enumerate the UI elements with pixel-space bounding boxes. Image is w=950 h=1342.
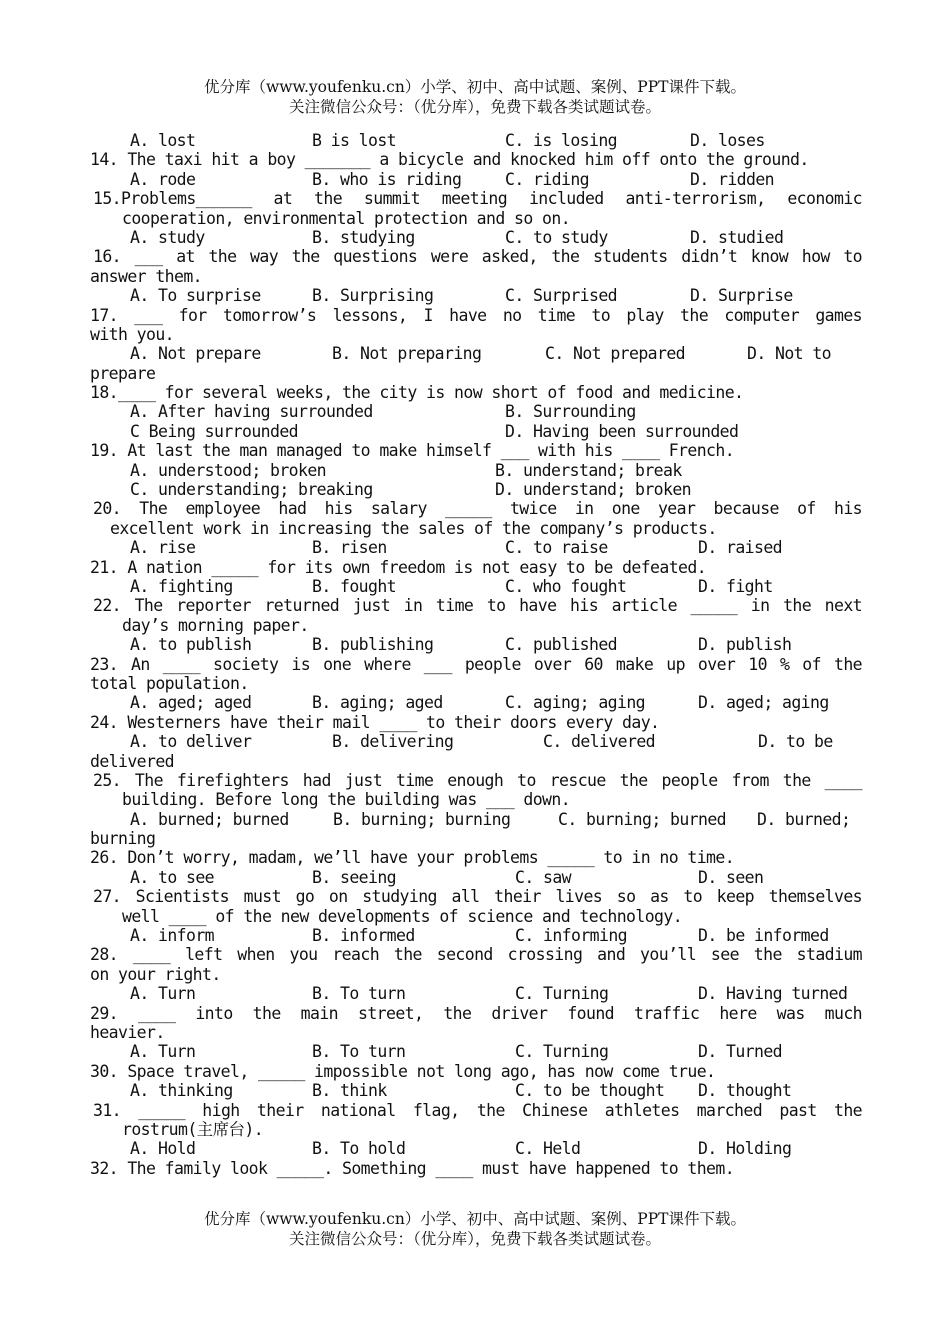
- option-a: A. To surprise: [130, 286, 261, 306]
- option-d: D. aged; aging: [698, 693, 829, 713]
- question-31-stem-cont: rostrum(主席台).: [122, 1119, 264, 1139]
- question-17-stem-cont: with you.: [90, 324, 175, 344]
- options-q29: [90, 1042, 862, 1061]
- option-a: A. inform: [130, 926, 215, 946]
- question-23-stem: 23. An ____ society is one where ___ people over 60 make up over 10 % of the: [90, 654, 862, 674]
- options-q30: [90, 1081, 862, 1100]
- option-b: B. Surrounding: [505, 402, 636, 422]
- option-d: D. publish: [698, 635, 792, 655]
- option-a: A. thinking: [130, 1081, 233, 1101]
- options-q24: [90, 732, 862, 751]
- question-22-stem: 22. The reporter returned just in time to have his article _____ in the next: [93, 596, 862, 616]
- question-29-stem-cont: heavier.: [90, 1022, 165, 1042]
- question-16-stem: 16. ___ at the way the questions were asked, the students didn’t know how to: [93, 247, 862, 267]
- question-16-stem-cont: answer them.: [90, 266, 203, 286]
- question-21-stem: 21. A nation _____ for its own freedom is not easy to be defeated.: [90, 557, 707, 577]
- option-c: C. to be thought: [515, 1081, 665, 1101]
- options-q28: [90, 984, 862, 1003]
- footer-line-2: 关注微信公众号：（优分库），免费下载各类试题试卷。: [288, 1230, 661, 1248]
- option-c: C. understanding; breaking: [130, 480, 373, 500]
- option-b: B. burning; burning: [333, 809, 511, 829]
- option-b: B. understand; break: [495, 460, 682, 480]
- question-27-stem-cont: well ____ of the new developments of science and technology.: [122, 906, 683, 926]
- question-25-stem-cont: building. Before long the building was ___ down.: [122, 790, 571, 810]
- option-b: B. think: [312, 1081, 387, 1101]
- option-b: B. fought: [312, 576, 397, 596]
- option-a: A. After having surrounded: [130, 402, 373, 422]
- option-d: D. Holding: [698, 1139, 792, 1159]
- option-d: D. Not to: [747, 344, 832, 364]
- question-18-stem: 18.____ for several weeks, the city is now short of food and medicine.: [90, 383, 744, 403]
- question-17-stem: 17. ___ for tomorrow’s lessons, I have no time to play the computer games: [90, 305, 862, 325]
- option-a: A. rode: [130, 169, 196, 189]
- option-c: C. Turning: [515, 984, 609, 1004]
- option-d: D. studied: [690, 227, 784, 247]
- question-17-option-wrap: prepare: [90, 363, 156, 383]
- option-d: D. fight: [698, 576, 773, 596]
- options-q25: [90, 810, 862, 829]
- option-b: B. seeing: [312, 867, 397, 887]
- options-q22: [90, 635, 862, 654]
- question-14-stem: 14. The taxi hit a boy _______ a bicycle and knocked him off onto the ground.: [90, 150, 809, 170]
- option-b: B. informed: [312, 926, 415, 946]
- option-a: A. study: [130, 227, 205, 247]
- option-c: C. delivered: [543, 732, 656, 752]
- option-d: D. Having been surrounded: [505, 421, 739, 441]
- question-25-option-wrap: burning: [90, 829, 156, 849]
- option-b: B. To hold: [312, 1139, 406, 1159]
- option-a: A. fighting: [130, 576, 233, 596]
- options-q26: [90, 868, 862, 887]
- option-b: B. publishing: [312, 635, 434, 655]
- question-30-stem: 30. Space travel, _____ impossible not long ago, has now come true.: [90, 1061, 716, 1081]
- option-a: A. burned; burned: [130, 809, 289, 829]
- option-a: A. Turn: [130, 1042, 196, 1062]
- options-q23: [90, 693, 862, 712]
- question-15-stem: 15.Problems______ at the summit meeting included anti-terrorism, economic: [93, 189, 862, 209]
- option-d: D. Surprise: [690, 286, 793, 306]
- question-23-stem-cont: total population.: [90, 673, 249, 693]
- option-d: D. Having turned: [698, 984, 848, 1004]
- option-b: B. delivering: [332, 732, 454, 752]
- option-c: C. informing: [515, 926, 628, 946]
- header-line-1: 优分库（www.youfenku.cn）小学、初中、高中试题、案例、PPT课件下载。: [203, 78, 747, 96]
- option-b: B. To turn: [312, 1042, 406, 1062]
- option-c: C. who fought: [505, 576, 627, 596]
- option-c: C Being surrounded: [130, 421, 299, 441]
- option-c: C. is losing: [505, 131, 618, 150]
- question-32-stem: 32. The family look _____. Something ____ must have happened to them.: [90, 1158, 735, 1178]
- option-d: D. understand; broken: [495, 480, 692, 500]
- option-c: C. riding: [505, 169, 590, 189]
- option-b: B is lost: [312, 131, 397, 150]
- option-b: B. aging; aged: [312, 693, 443, 713]
- option-b: B. studying: [312, 227, 415, 247]
- option-a: A. Hold: [130, 1139, 196, 1159]
- option-a: A. to publish: [130, 635, 252, 655]
- options-q19-row1: [90, 461, 862, 480]
- option-b: B. risen: [312, 538, 387, 558]
- options-q16: [90, 286, 862, 305]
- question-22-stem-cont: day’s morning paper.: [122, 615, 309, 635]
- footer-line-1: 优分库（www.youfenku.cn）小学、初中、高中试题、案例、PPT课件下载。: [203, 1210, 747, 1228]
- option-c: C. to study: [505, 227, 608, 247]
- option-c: C. aging; aging: [505, 693, 646, 713]
- option-a: A. lost: [130, 131, 196, 150]
- page-footer: [0, 1209, 950, 1249]
- options-q14: [90, 170, 862, 189]
- question-27-stem: 27. Scientists must go on studying all their lives so as to keep themselves: [93, 887, 862, 907]
- option-c: C. saw: [515, 867, 572, 887]
- option-d: D. Turned: [698, 1042, 783, 1062]
- question-29-stem: 29. ____ into the main street, the driver found traffic here was much: [90, 1003, 862, 1023]
- option-b: B. To turn: [312, 984, 406, 1004]
- page-header: [0, 77, 950, 117]
- options-q19-row2: [90, 480, 862, 499]
- question-20-stem-cont: excellent work in increasing the sales of the company’s products.: [110, 518, 717, 538]
- option-c: C. Turning: [515, 1042, 609, 1062]
- question-24-option-wrap: delivered: [90, 751, 175, 771]
- question-20-stem: 20. The employee had his salary _____ twice in one year because of his: [93, 499, 862, 519]
- option-a: A. Not prepare: [130, 344, 261, 364]
- question-24-stem: 24. Westerners have their mail ____ to their doors every day.: [90, 712, 660, 732]
- option-c: C. Held: [515, 1139, 581, 1159]
- option-a: A. aged; aged: [130, 693, 252, 713]
- options-q27: [90, 926, 862, 945]
- options-q18-row2: [90, 422, 862, 441]
- question-28-stem-cont: on your right.: [90, 964, 221, 984]
- options-q13: [90, 131, 862, 150]
- option-b: B. who is riding: [312, 169, 462, 189]
- question-19-stem: 19. At last the man managed to make himself ___ with his ____ French.: [90, 441, 735, 461]
- question-list: [90, 131, 862, 1178]
- options-q31: [90, 1139, 862, 1158]
- option-c: C. published: [505, 635, 618, 655]
- options-q21: [90, 577, 862, 596]
- options-q18-row1: [90, 402, 862, 421]
- option-d: D. thought: [698, 1081, 792, 1101]
- question-31-stem: 31. _____ high their national flag, the Chinese athletes marched past the: [93, 1100, 862, 1120]
- question-28-stem: 28. ____ left when you reach the second crossing and you’ll see the stadium: [90, 945, 862, 965]
- option-b: B. Surprising: [312, 286, 434, 306]
- question-15-stem-cont: cooperation, environmental protection and so on.: [122, 208, 571, 228]
- option-a: A. to see: [130, 867, 215, 887]
- options-q20: [90, 538, 862, 557]
- question-25-stem: 25. The firefighters had just time enough to rescue the people from the ____: [93, 770, 862, 790]
- option-c: C. Not prepared: [545, 344, 686, 364]
- option-b: B. Not preparing: [332, 344, 482, 364]
- option-a: A. Turn: [130, 984, 196, 1004]
- option-d: D. raised: [698, 538, 783, 558]
- question-26-stem: 26. Don’t worry, madam, we’ll have your problems _____ to in no time.: [90, 848, 735, 868]
- option-d: D. seen: [698, 867, 764, 887]
- option-d: D. ridden: [690, 169, 775, 189]
- option-a: A. to deliver: [130, 732, 252, 752]
- option-a: A. rise: [130, 538, 196, 558]
- option-c: C. burning; burned: [558, 809, 727, 829]
- option-a: A. understood; broken: [130, 460, 327, 480]
- option-d: D. burned;: [757, 809, 851, 829]
- options-q17: [90, 344, 862, 363]
- option-c: C. to raise: [505, 538, 608, 558]
- option-d: D. to be: [758, 732, 833, 752]
- header-line-2: 关注微信公众号：（优分库），免费下载各类试题试卷。: [288, 98, 661, 116]
- option-d: D. loses: [690, 131, 765, 150]
- option-c: C. Surprised: [505, 286, 618, 306]
- options-q15: [90, 228, 862, 247]
- option-d: D. be informed: [698, 926, 829, 946]
